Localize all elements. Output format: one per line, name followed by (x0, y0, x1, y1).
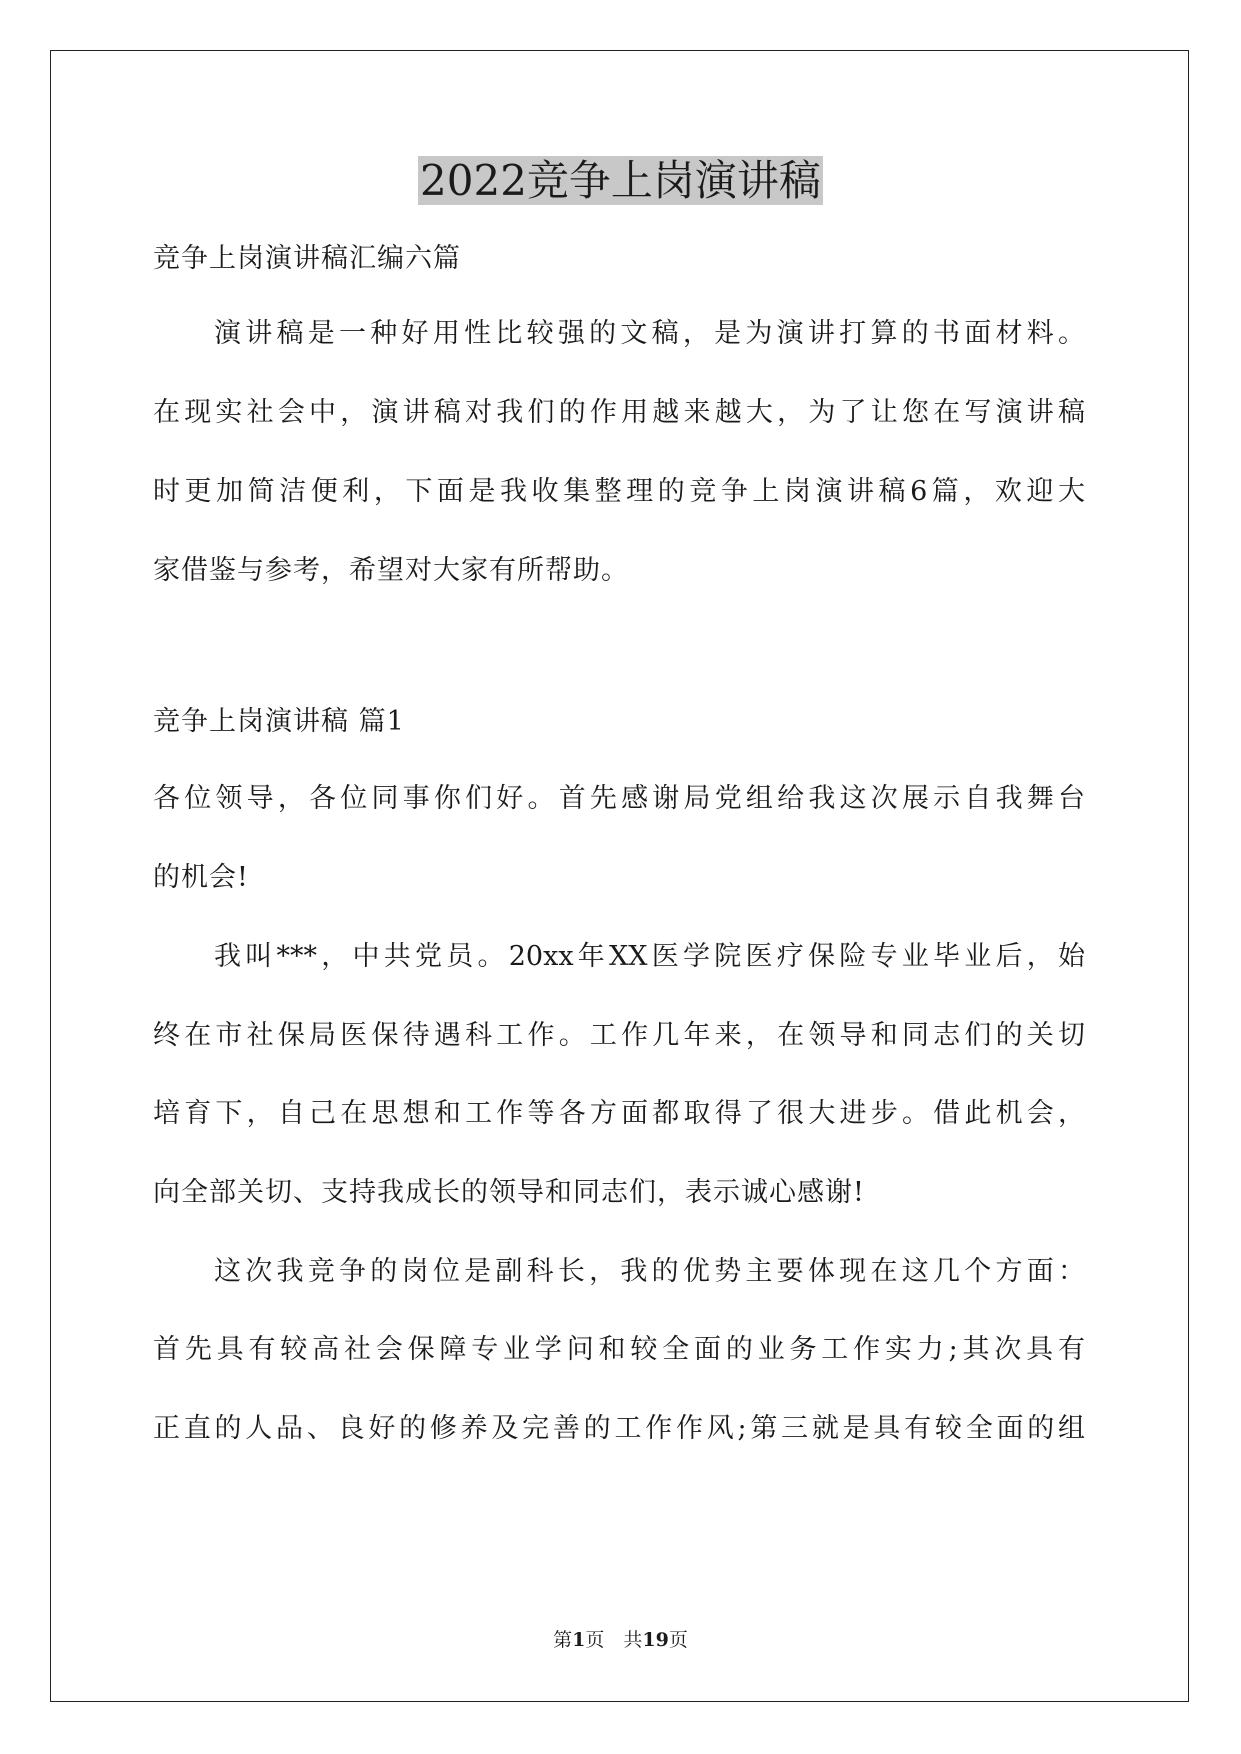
paragraph-line: 这次我竞争的岗位是副科长，我的优势主要体现在这几个方面： (214, 1256, 1085, 1287)
paragraph-line: 正直的人品、良好的修养及完善的工作作风;第三就是具有较全面的组 (153, 1413, 1085, 1444)
paragraph-line: 家借鉴与参考，希望对大家有所帮助。 (153, 555, 629, 586)
page-prefix: 第 (553, 1629, 573, 1651)
paragraph-line: 演讲稿是一种好用性比较强的文稿，是为演讲打算的书面材料。 (214, 318, 1085, 349)
paragraph-line: 的机会! (153, 862, 249, 893)
page-mid: 页 共 (585, 1629, 643, 1651)
paragraph-line: 在现实社会中，演讲稿对我们的作用越来越大，为了让您在写演讲稿 (153, 397, 1085, 428)
document-title-text: 2022竞争上岗演讲稿 (420, 156, 821, 205)
page-current: 1 (572, 1629, 586, 1651)
section-heading: 竞争上岗演讲稿 篇1 (153, 706, 405, 737)
page-suffix: 页 (668, 1629, 688, 1651)
paragraph-line: 向全部关切、支持我成长的领导和同志们，表示诚心感谢! (153, 1177, 865, 1208)
paragraph-line: 培育下，自己在思想和工作等各方面都取得了很大进步。借此机会， (153, 1098, 1085, 1129)
paragraph-line: 终在市社保局医保待遇科工作。工作几年来，在领导和同志们的关切 (153, 1020, 1085, 1051)
paragraph-line: 时更加简洁便利，下面是我收集整理的竞争上岗演讲稿6篇，欢迎大 (153, 476, 1085, 507)
subtitle-line: 竞争上岗演讲稿汇编六篇 (153, 243, 461, 274)
page-footer (0, 1628, 1241, 1652)
paragraph-line: 我叫***，中共党员。20xx年XX医学院医疗保险专业毕业后，始 (214, 941, 1085, 972)
document-title (0, 148, 1241, 214)
paragraph-line: 首先具有较高社会保障专业学问和较全面的业务工作实力;其次具有 (153, 1334, 1085, 1365)
paragraph-line: 各位领导，各位同事你们好。首先感谢局党组给我这次展示自我舞台 (153, 783, 1085, 814)
page-total: 19 (642, 1629, 669, 1651)
